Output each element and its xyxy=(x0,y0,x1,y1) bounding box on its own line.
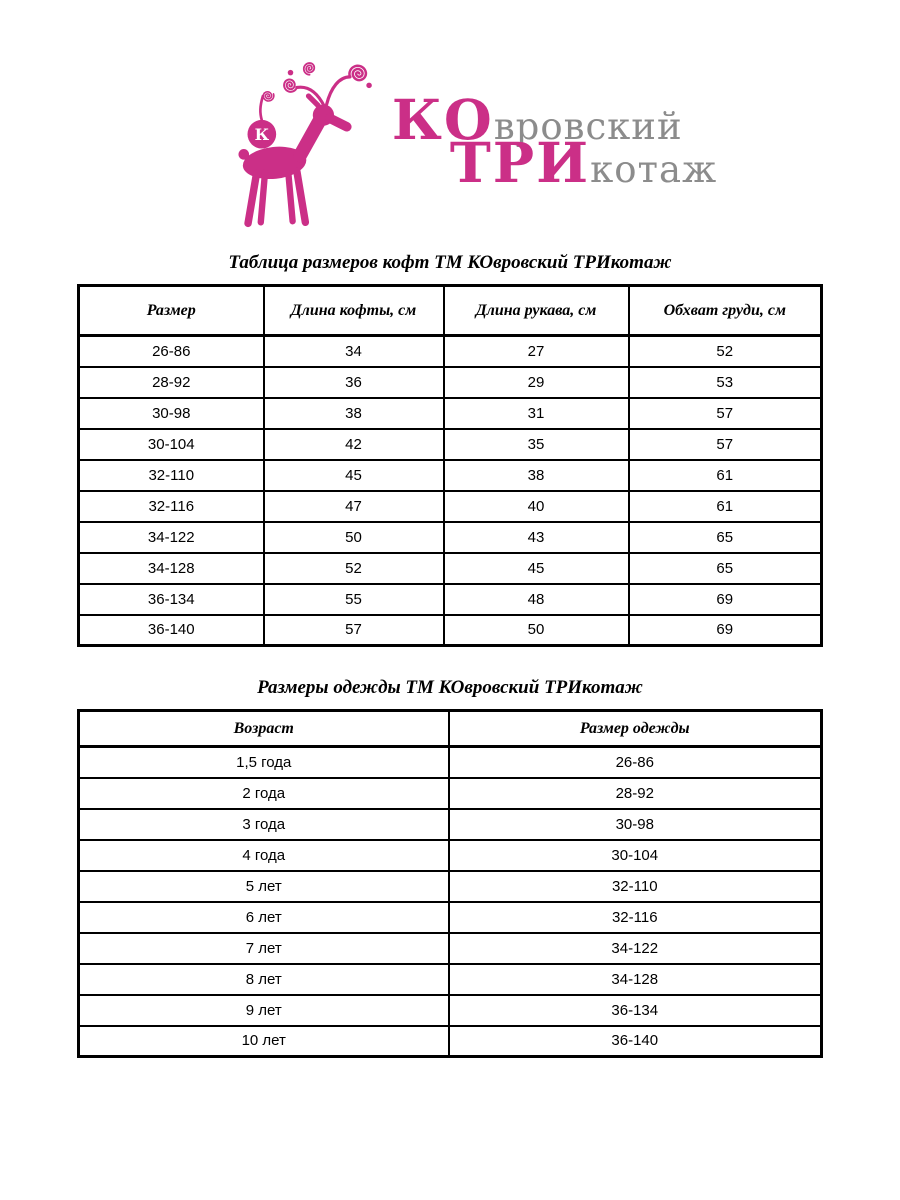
table-cell: 31 xyxy=(444,398,629,429)
table-row xyxy=(79,840,822,871)
sweater-size-table-header xyxy=(79,286,822,336)
table-cell: 53 xyxy=(629,367,822,398)
table-cell: 34-128 xyxy=(449,964,822,995)
table-row xyxy=(79,902,822,933)
table-cell: 48 xyxy=(444,584,629,615)
column-header-clothing-size: Размер одежды xyxy=(449,711,822,747)
table-cell: 36-134 xyxy=(449,995,822,1026)
table-cell: 6 лет xyxy=(79,902,449,933)
column-header-chest: Обхват груди, см xyxy=(629,286,822,336)
table-cell: 3 года xyxy=(79,809,449,840)
brand-logo xyxy=(0,0,900,238)
brand-name xyxy=(391,62,718,195)
table-row xyxy=(79,367,822,398)
table-cell: 29 xyxy=(444,367,629,398)
table-cell: 34-122 xyxy=(79,522,264,553)
sweater-size-table-body xyxy=(79,336,822,646)
table-cell: 61 xyxy=(629,491,822,522)
table-cell: 50 xyxy=(444,615,629,646)
ornament-ball-icon xyxy=(247,96,276,149)
table-cell: 28-92 xyxy=(79,367,264,398)
brand-rest-vrovsky: вровский xyxy=(493,105,683,148)
table-row xyxy=(79,491,822,522)
table-cell: 34 xyxy=(264,336,444,367)
svg-text:К: К xyxy=(254,125,269,145)
table-cell: 9 лет xyxy=(79,995,449,1026)
table-cell: 30-98 xyxy=(79,398,264,429)
brand-accent-tri: ТРИ xyxy=(449,130,591,195)
table-cell: 30-98 xyxy=(449,809,822,840)
table-cell: 5 лет xyxy=(79,871,449,902)
table-cell: 26-86 xyxy=(449,747,822,778)
table-row xyxy=(79,398,822,429)
table-cell: 65 xyxy=(629,522,822,553)
table-cell: 32-116 xyxy=(79,491,264,522)
table-row xyxy=(79,522,822,553)
table-cell: 45 xyxy=(444,553,629,584)
table-cell: 10 лет xyxy=(79,1026,449,1057)
table-cell: 36-140 xyxy=(449,1026,822,1057)
table-row xyxy=(79,1026,822,1057)
table-header-row xyxy=(79,711,822,747)
table-cell: 34-128 xyxy=(79,553,264,584)
table-cell: 61 xyxy=(629,460,822,491)
table-row xyxy=(79,553,822,584)
table-cell: 8 лет xyxy=(79,964,449,995)
table-cell: 36 xyxy=(264,367,444,398)
table-cell: 32-110 xyxy=(449,871,822,902)
table-row xyxy=(79,933,822,964)
table-cell: 32-116 xyxy=(449,902,822,933)
deer-logo-icon xyxy=(183,62,398,234)
brand-accent-ko: КО xyxy=(391,87,494,152)
table-cell: 35 xyxy=(444,429,629,460)
table-cell: 47 xyxy=(264,491,444,522)
table-cell: 65 xyxy=(629,553,822,584)
table-cell: 52 xyxy=(629,336,822,367)
table-row xyxy=(79,615,822,646)
age-size-table-header xyxy=(79,711,822,747)
column-header-age: Возраст xyxy=(79,711,449,747)
column-header-size: Размер xyxy=(79,286,264,336)
table-row xyxy=(79,429,822,460)
sweater-size-table-title: Таблица размеров кофт ТМ КОвровский ТРИкотаж xyxy=(228,252,672,273)
table-cell: 27 xyxy=(444,336,629,367)
brand-rest-kotazh: котаж xyxy=(590,148,718,191)
age-size-table xyxy=(77,709,823,1058)
table-cell: 55 xyxy=(264,584,444,615)
table-cell: 7 лет xyxy=(79,933,449,964)
table-cell: 57 xyxy=(629,398,822,429)
table-cell: 1,5 года xyxy=(79,747,449,778)
table-cell: 4 года xyxy=(79,840,449,871)
table-cell: 69 xyxy=(629,584,822,615)
table-cell: 50 xyxy=(264,522,444,553)
table-row xyxy=(79,460,822,491)
table-cell: 42 xyxy=(264,429,444,460)
sweater-size-table xyxy=(77,284,823,647)
table-cell: 43 xyxy=(444,522,629,553)
table-cell: 30-104 xyxy=(79,429,264,460)
table-row xyxy=(79,584,822,615)
table-cell: 52 xyxy=(264,553,444,584)
table-cell: 57 xyxy=(629,429,822,460)
table-cell: 38 xyxy=(444,460,629,491)
table-row xyxy=(79,995,822,1026)
table-cell: 30-104 xyxy=(449,840,822,871)
table-cell: 26-86 xyxy=(79,336,264,367)
column-header-sleeve-length: Длина рукава, см xyxy=(444,286,629,336)
table-cell: 2 года xyxy=(79,778,449,809)
age-size-table-title: Размеры одежды ТМ КОвровский ТРИкотаж xyxy=(257,677,643,698)
table-cell: 57 xyxy=(264,615,444,646)
column-header-sweater-length: Длина кофты, см xyxy=(264,286,444,336)
table-cell: 69 xyxy=(629,615,822,646)
table-row xyxy=(79,778,822,809)
table-cell: 32-110 xyxy=(79,460,264,491)
brand-name-line2 xyxy=(449,130,718,195)
table-cell: 28-92 xyxy=(449,778,822,809)
table-cell: 40 xyxy=(444,491,629,522)
table-cell: 36-140 xyxy=(79,615,264,646)
table-row xyxy=(79,336,822,367)
table-row xyxy=(79,871,822,902)
table-header-row xyxy=(79,286,822,336)
table-cell: 36-134 xyxy=(79,584,264,615)
table-cell: 45 xyxy=(264,460,444,491)
table-cell: 38 xyxy=(264,398,444,429)
table-cell: 34-122 xyxy=(449,933,822,964)
table-row xyxy=(79,964,822,995)
age-size-table-body xyxy=(79,747,822,1057)
table-row xyxy=(79,809,822,840)
table-row xyxy=(79,747,822,778)
